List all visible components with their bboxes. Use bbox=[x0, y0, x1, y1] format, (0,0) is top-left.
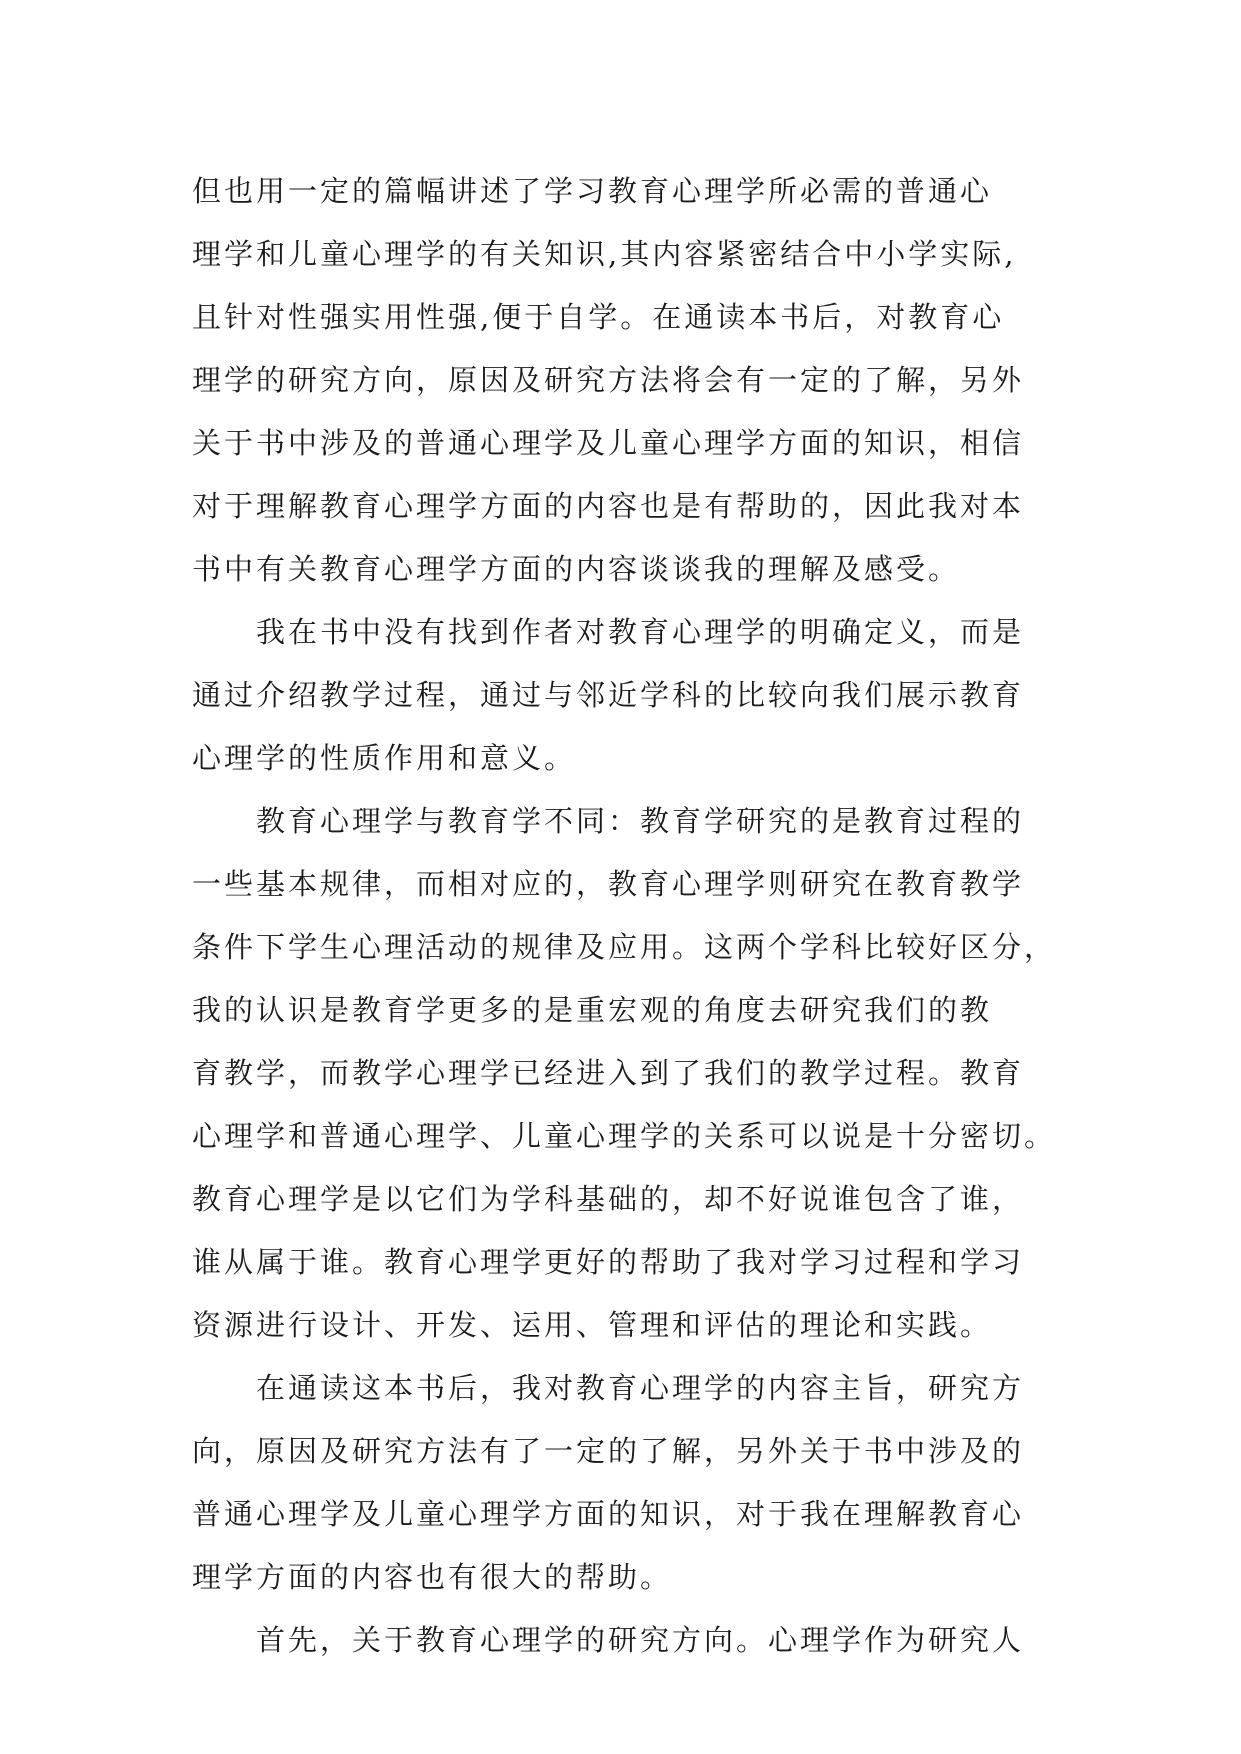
text-line: 心理学的性质作用和意义。 bbox=[192, 741, 577, 775]
text-line: 关于书中涉及的普通心理学及儿童心理学方面的知识，相信 bbox=[192, 426, 1025, 460]
text-line: 在通读这本书后，我对教育心理学的内容主旨，研究方 bbox=[192, 1371, 1025, 1405]
text-line: 一些基本规律，而相对应的，教育心理学则研究在教育教学 bbox=[192, 867, 1025, 901]
text-line: 且针对性强实用性强,便于自学。在通读本书后，对教育心 bbox=[192, 300, 1005, 334]
text-line: 谁从属于谁。教育心理学更好的帮助了我对学习过程和学习 bbox=[192, 1245, 1025, 1279]
text-line: 我的认识是教育学更多的是重宏观的角度去研究我们的教 bbox=[192, 993, 993, 1027]
text-line: 心理学和普通心理学、儿童心理学的关系可以说是十分密切。 bbox=[192, 1119, 1057, 1153]
text-line: 我在书中没有找到作者对教育心理学的明确定义，而是 bbox=[192, 615, 1025, 649]
body-text bbox=[192, 160, 1092, 1672]
text-line: 资源进行设计、开发、运用、管理和评估的理论和实践。 bbox=[192, 1308, 993, 1342]
text-line: 但也用一定的篇幅讲述了学习教育心理学所必需的普通心 bbox=[192, 174, 993, 208]
text-line: 对于理解教育心理学方面的内容也是有帮助的，因此我对本 bbox=[192, 489, 1025, 523]
text-line: 教育心理学与教育学不同：教育学研究的是教育过程的 bbox=[192, 804, 1025, 838]
text-line: 理学方面的内容也有很大的帮助。 bbox=[192, 1560, 673, 1594]
text-line: 育教学，而教学心理学已经进入到了我们的教学过程。教育 bbox=[192, 1056, 1025, 1090]
text-line: 教育心理学是以它们为学科基础的，却不好说谁包含了谁， bbox=[192, 1182, 1025, 1216]
text-line: 通过介绍教学过程，通过与邻近学科的比较向我们展示教育 bbox=[192, 678, 1025, 712]
text-line: 理学的研究方向，原因及研究方法将会有一定的了解，另外 bbox=[192, 363, 1025, 397]
text-line: 普通心理学及儿童心理学方面的知识，对于我在理解教育心 bbox=[192, 1497, 1025, 1531]
text-line: 首先，关于教育心理学的研究方向。心理学作为研究人 bbox=[192, 1623, 1025, 1657]
text-line: 向，原因及研究方法有了一定的了解，另外关于书中涉及的 bbox=[192, 1434, 1025, 1468]
text-line: 书中有关教育心理学方面的内容谈谈我的理解及感受。 bbox=[192, 552, 961, 586]
text-line: 理学和儿童心理学的有关知识,其内容紧密结合中小学实际, bbox=[192, 237, 1017, 271]
text-line: 条件下学生心理活动的规律及应用。这两个学科比较好区分， bbox=[192, 930, 1057, 964]
